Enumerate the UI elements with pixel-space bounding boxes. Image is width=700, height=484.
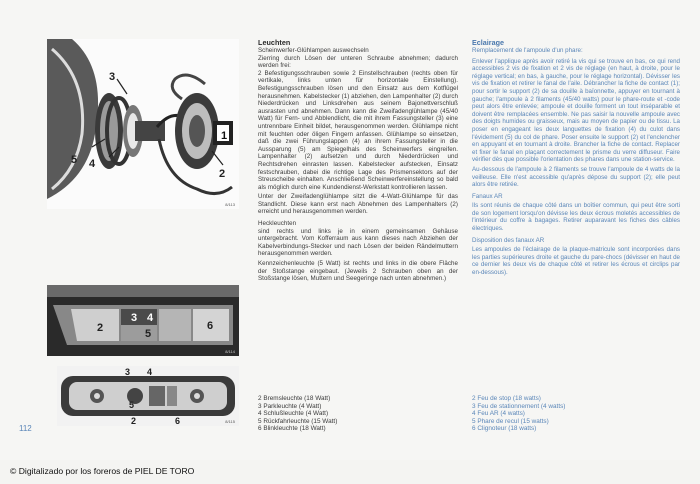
german-legend bbox=[258, 395, 337, 433]
french-legend-item: 5 Phare de recul (15 watts) bbox=[472, 417, 549, 425]
headlamp-illustration bbox=[47, 39, 239, 209]
taillamp-figure-code: 8/114 bbox=[225, 349, 235, 354]
french-text-column bbox=[472, 39, 680, 277]
french-plate-title: Disposition des fanaux AR bbox=[472, 236, 545, 244]
headlamp-label-2: 2 bbox=[219, 168, 226, 180]
german-legend-item: 2 Bremsleuchte (18 Watt) bbox=[258, 395, 331, 402]
taillamp-label-2: 2 bbox=[97, 322, 104, 334]
taillamp-back-figure-code: 8/115 bbox=[225, 419, 235, 424]
taillamp-label-4: 4 bbox=[147, 312, 154, 324]
headlamp-label-1: 1 bbox=[221, 130, 228, 142]
french-plate-paragraph-1: Les ampoules de l'éclairage de la plaque-matricule sont incorporées dans les parties supérieures droite et gauche du pare-chocs (dévisser en haut de ce dernier les deux vis de chaque côté et retirer les écrous et circlips par en-dessous). bbox=[472, 246, 680, 277]
german-legend-item: 3 Parkleuchte (4 Watt) bbox=[258, 402, 322, 410]
taillamp-back-label-2: 2 bbox=[131, 416, 137, 426]
german-legend-item: 6 Blinkleuchte (18 Watt) bbox=[258, 425, 326, 433]
headlamp-label-5: 5 bbox=[71, 154, 78, 166]
page-number: 112 bbox=[19, 424, 32, 433]
taillamp-label-3: 3 bbox=[131, 312, 138, 324]
french-legend-item: 4 Feu AR (4 watts) bbox=[472, 410, 525, 418]
french-legend bbox=[472, 395, 565, 433]
taillamp-label-6: 6 bbox=[207, 320, 214, 332]
french-subtitle: Remplacement de l'ampoule d'un phare: bbox=[472, 47, 583, 54]
french-rear-title: Fanaux AR bbox=[472, 192, 503, 200]
german-rear-paragraph-2: Kennzeichenleuchte (5 Watt) ist rechts und links in die obere Fläche der Stoßstange eingebaut. (Jeweils 2 Schrauben oben an der Stoßstange lösen, Muttern und Seegeringe nach unten abnehmen.) bbox=[258, 260, 458, 283]
french-legend-item: 6 Clignoteur (18 watts) bbox=[472, 425, 537, 433]
taillamp-back-label-4: 4 bbox=[147, 367, 153, 377]
headlamp-label-4: 4 bbox=[89, 158, 96, 170]
german-legend-item: 4 Schlußleuchte (4 Watt) bbox=[258, 410, 329, 418]
german-paragraph-3: Unter der Zweifadenglühlampe sitzt die 4-Watt-Glühlampe für das Standlicht. Diese kann erst nach Abnehmen des Lampenhalters (2) erreicht und herausgenommen werden. bbox=[258, 193, 458, 216]
german-rear-paragraph-1: sind rechts und links je in einem gemeinsamen Gehäuse untergebracht. Vom Kofferraum aus kann dieses nach Abziehen der Kabelverbindungs-Stecker und nach Lösen der beiden Rändelmuttern herausgenommen werden. bbox=[258, 227, 458, 258]
headlamp-label-3: 3 bbox=[109, 71, 116, 83]
german-paragraph-2: 2 Befestigungsschrauben sowie 2 Einstellschrauben (rechts oben für vertikale, links unten für horizontale Einstellung). Befestigungsschrauben lösen und den Einsatz aus dem Kotflügel herausnehmen. Kabelstecker (1) abziehen, den Lampenhalter (2) durch Niederdrücken und Linksdrehen aus seinem Bajonettverschluß ausrasten und abnehmen. Dann kann die Zweifadenglühlampe (45/40 Watt) für Fern- und Abblendlicht, die mit ihrem Fassungsteller (3) eine untrennbare Einheit bildet, herausgenommen werden. Glühlampe nicht mit feuchten oder öligen Fingern anfassen. Glühlampe so einsetzen, daß die zwei Führungslappen (4) an ihrem Fassungsteller in die Aussparung (5) am Spiegelhals des Scheinwerfers eingreifen. Lampenhalter (2) aufsetzen und durch Niederdrücken und Rechtsdrehen einrasten lassen. Kabelstecker aufstecken, Einsatz festschrauben, dabei die richtige Lage des Prismensektors auf der Streuscheibe einhalten. Anschließend Scheinwerfereinstellung so bald als möglich durch eine Kundendienst-Werkstatt kontrollieren lassen. bbox=[258, 69, 458, 191]
taillamp-illustration bbox=[47, 285, 239, 356]
german-title: Leuchten bbox=[258, 38, 291, 47]
german-legend-item: 5 Rückfahrleuchte (15 Watt) bbox=[258, 417, 338, 425]
french-title: Eclairage bbox=[472, 38, 504, 47]
german-rear-title: Heckleuchten bbox=[258, 220, 297, 228]
footer-credit: © Digitalizado por los foreros de PIEL DE TORO bbox=[10, 466, 195, 476]
taillamp-photo bbox=[47, 285, 239, 356]
taillamp-back-label-3: 3 bbox=[125, 367, 131, 377]
french-paragraph-1: Enlever l'applique après avoir retiré la vis qui se trouve en bas, ce qui rend accessibles 2 vis de fixation et 2 vis de réglage (en haut, à droite, pour le réglage vertical; en bas, à gauche, pour le réglage horizontal). Dévisser les vis de fixation et retirer le fanal de l'aile. Débrancher la fiche de contact (1); pour sortir le support (2) de sa douille à baïonnette, appuyer en tournant à gauche; l'ampoule à 2 filaments (45/40 watts) pour le phare-route et -code peut alors être enlevée; ampoule et douille forment un tout inséparable et doivent être remplacées ensemble. Ne pas saisir la nouvelle ampoule avec des doigts humides ou graisseux, mais au moyen de papier ou de tissu. La poser en engageant les deux languettes de fixation (4) du culot dans l'évidement (5) du col de phare. Poser ensuite le support (2) et l'enclencher en appuyant et en tournant à droite. Brancher la fiche de contact. Replacer et fixer le fanal en plaçant correctement le prisme du verre diffuseur. Faire vérifier dès que possible l'orientation des phares dans une station-service. bbox=[472, 57, 680, 164]
french-rear-paragraph-1: Ils sont réunis de chaque côté dans un boîtier commun, qui peut être sorti de son logement lorsqu'on dévisse les deux écrous moletés accessibles de l'intérieur du coffre à bagages. Retirer auparavant les fiches des câbles électriques. bbox=[472, 202, 680, 233]
taillamp-back-photo bbox=[57, 366, 239, 426]
headlamp-figure-code: 8/113 bbox=[225, 202, 235, 207]
german-paragraph-1: Zierring durch Lösen der unteren Schraube abnehmen; dadurch werden frei: bbox=[258, 54, 458, 70]
taillamp-label-5: 5 bbox=[145, 328, 152, 340]
french-legend-item: 3 Feu de stationnement (4 watts) bbox=[472, 402, 566, 410]
taillamp-back-label-6: 6 bbox=[175, 416, 181, 426]
taillamp-back-label-5: 5 bbox=[129, 400, 135, 410]
german-text-column bbox=[258, 39, 458, 283]
german-subtitle: Scheinwerfer-Glühlampen auswechseln bbox=[258, 47, 369, 54]
taillamp-back-illustration bbox=[57, 366, 239, 426]
headlamp-photo bbox=[47, 39, 239, 209]
french-paragraph-2: Au-dessous de l'ampoule à 2 filaments se trouve l'ampoule de 4 watts de la veilleuse. Elle n'est accessible qu'après dépose du support (2); elle peut alors être retirée. bbox=[472, 165, 680, 189]
french-legend-item: 2 Feu de stop (18 watts) bbox=[472, 395, 541, 402]
